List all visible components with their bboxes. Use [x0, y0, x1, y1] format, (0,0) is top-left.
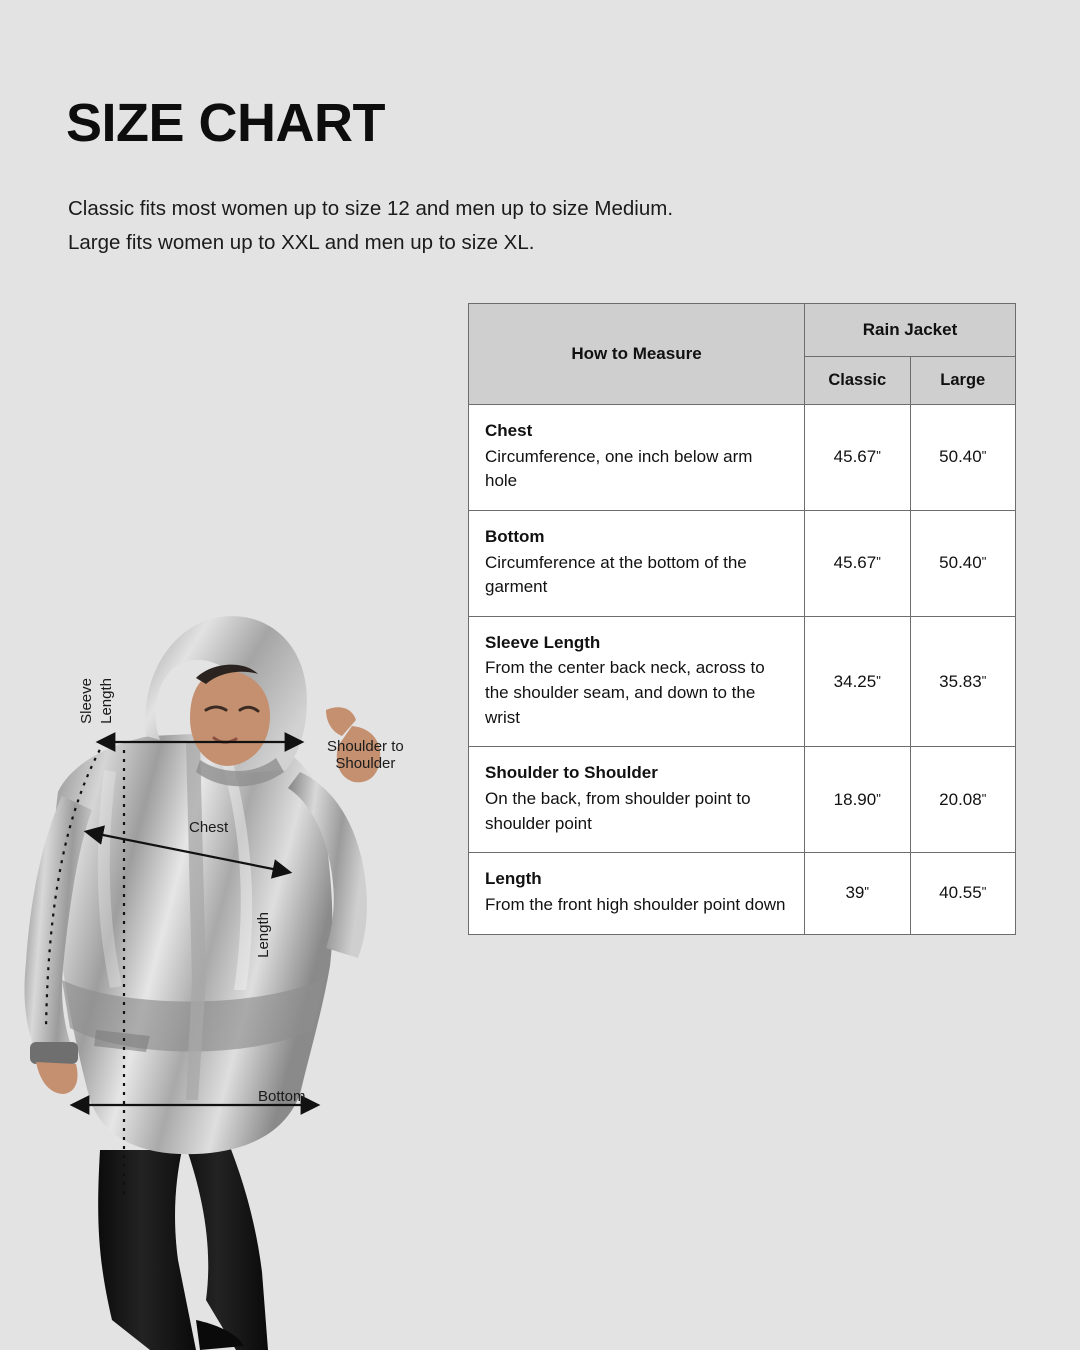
label-sts-line2: Shoulder — [335, 755, 396, 773]
value-text: 45.67 — [833, 553, 877, 573]
row-label: Bottom — [485, 526, 545, 546]
intro-text — [68, 192, 673, 260]
table-row — [469, 616, 1016, 747]
value-text: 18.90 — [833, 789, 877, 809]
unit-mark: " — [876, 448, 881, 464]
label-sleeve-length-line2: Length — [98, 678, 115, 724]
label-sts-line1: Shoulder to — [327, 738, 404, 755]
table-row — [469, 405, 1016, 511]
row-large-value — [910, 616, 1016, 747]
row-description: On the back, from shoulder point to shoulder point — [485, 789, 751, 833]
value-text: 50.40 — [939, 447, 982, 467]
value-text: 45.67 — [833, 447, 877, 467]
row-label: Chest — [485, 421, 533, 440]
header-rain-jacket: Rain Jacket — [805, 304, 1016, 357]
label-bottom: Bottom — [258, 1088, 306, 1105]
unit-mark: " — [981, 790, 987, 806]
unit-mark: " — [981, 884, 987, 900]
table-row — [469, 510, 1016, 616]
table-row — [469, 747, 1016, 853]
row-description: From the center back neck, across to the shoulder seam, and down to the wrist — [485, 658, 765, 727]
measurement-figure — [0, 560, 470, 1350]
row-measure-cell — [469, 616, 805, 747]
row-label: Shoulder to Shoulder — [485, 763, 658, 783]
row-measure-cell — [469, 405, 805, 511]
value-text: 40.55 — [939, 883, 982, 903]
label-sleeve-length — [78, 678, 95, 724]
label-length: Length — [255, 912, 272, 958]
value-text: 20.08 — [939, 789, 982, 809]
unit-mark: " — [876, 554, 881, 570]
row-large-value — [910, 405, 1016, 511]
row-description: Circumference, one inch below arm hole — [485, 446, 753, 491]
label-sleeve-length-2 — [98, 678, 115, 724]
measurement-arrows — [0, 560, 470, 1350]
value-text: 39 — [845, 883, 865, 903]
row-measure-cell — [469, 853, 805, 934]
row-large-value — [910, 853, 1016, 934]
row-label: Sleeve Length — [485, 632, 601, 652]
header-how-to-measure: How to Measure — [469, 304, 805, 405]
intro-line-1: Classic fits most women up to size 12 and men up to size Medium. — [68, 197, 674, 220]
row-description: Circumference at the bottom of the garment — [485, 552, 747, 597]
row-classic-value — [805, 747, 911, 853]
value-text: 35.83 — [939, 671, 982, 691]
unit-mark: " — [876, 672, 881, 688]
row-classic-value — [805, 405, 911, 511]
unit-mark: " — [864, 884, 870, 900]
intro-line-2: Large fits women up to XXL and men up to size XL. — [68, 230, 535, 254]
header-large: Large — [910, 357, 1016, 405]
table-body — [469, 405, 1016, 935]
value-text: 50.40 — [939, 553, 982, 573]
row-classic-value — [805, 510, 911, 616]
row-classic-value — [805, 616, 911, 747]
row-description: From the front high shoulder point down — [485, 894, 786, 914]
unit-mark: " — [876, 790, 881, 806]
row-measure-cell — [469, 747, 805, 853]
row-large-value — [910, 747, 1016, 853]
value-text: 34.25 — [833, 671, 877, 691]
size-chart-table — [468, 303, 1016, 935]
table-header — [469, 304, 1016, 405]
unit-mark: " — [981, 448, 987, 464]
chest-arrow — [88, 832, 288, 872]
page-title: SIZE CHART — [66, 93, 385, 153]
label-chest: Chest — [189, 819, 229, 836]
header-classic: Classic — [805, 357, 911, 405]
row-label: Length — [485, 869, 542, 889]
table-row — [469, 853, 1016, 934]
row-large-value — [910, 510, 1016, 616]
label-shoulder-to-shoulder — [327, 738, 404, 773]
label-sleeve-length-line1: Sleeve — [78, 678, 95, 724]
unit-mark: " — [981, 554, 987, 570]
unit-mark: " — [981, 672, 987, 688]
row-measure-cell — [469, 510, 805, 616]
table-header-row-1 — [469, 304, 1016, 357]
row-classic-value — [805, 853, 911, 934]
